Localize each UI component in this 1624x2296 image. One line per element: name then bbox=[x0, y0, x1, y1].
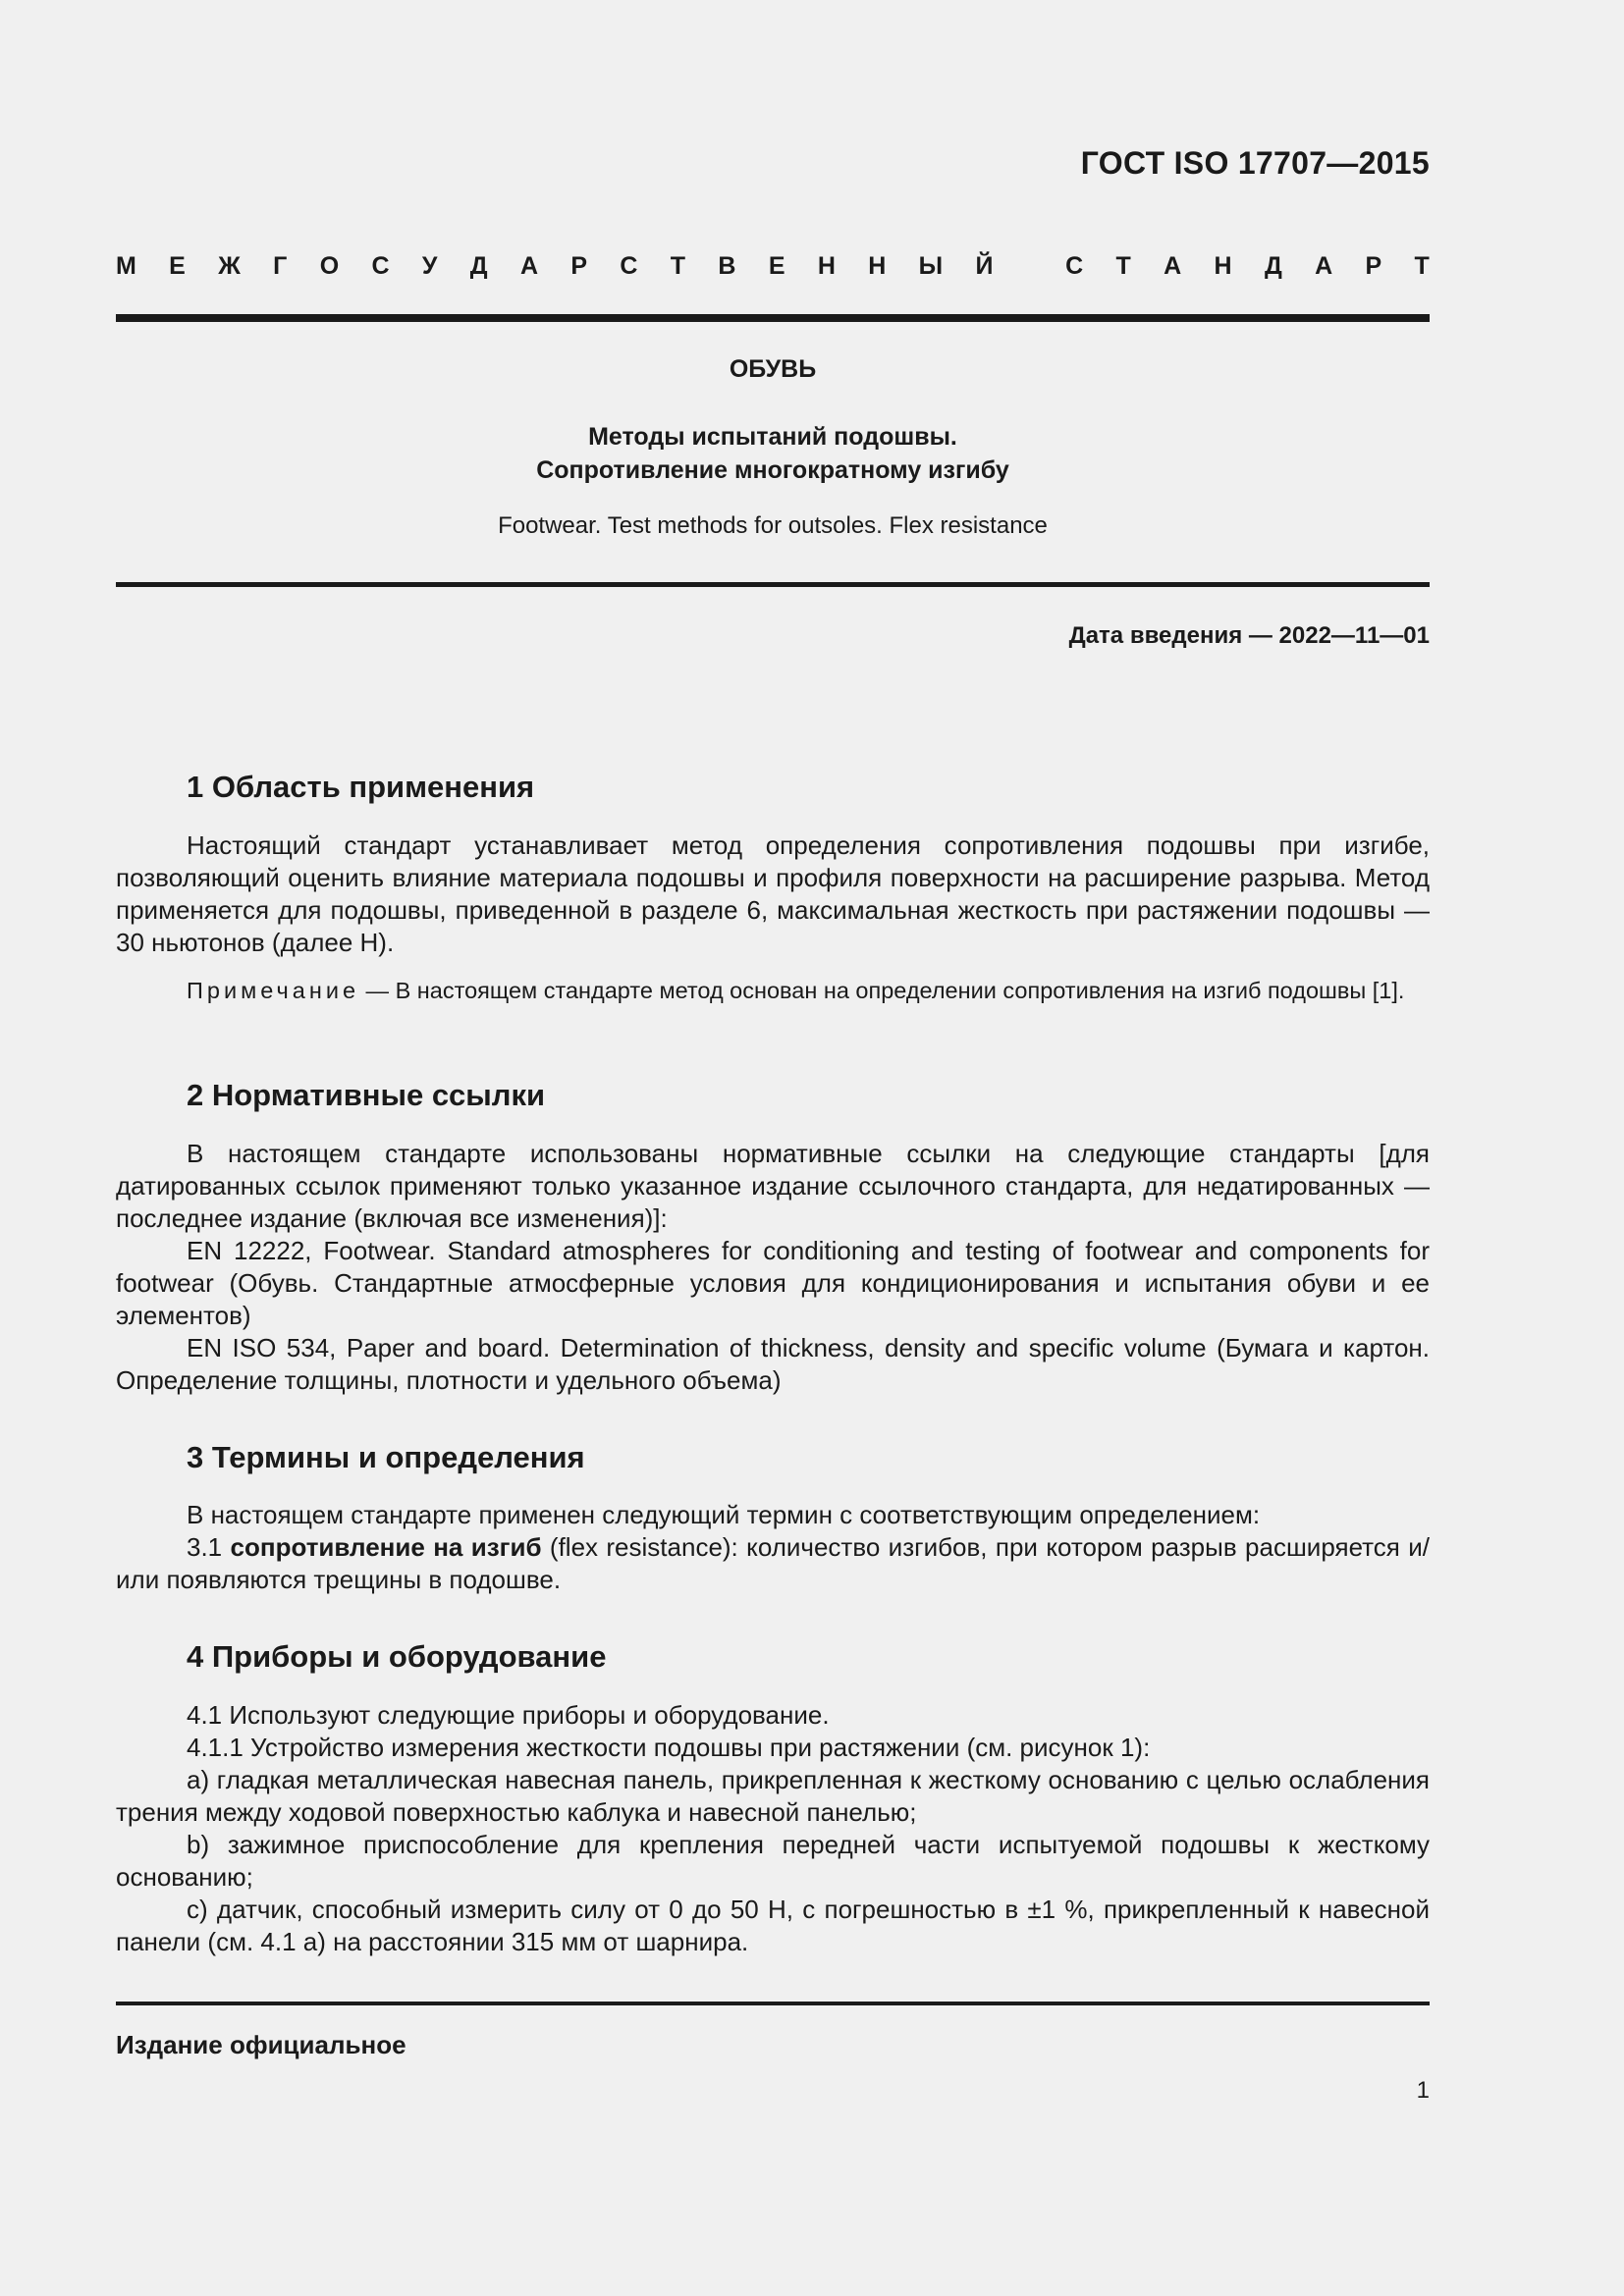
standard-type-letter: С bbox=[1065, 252, 1084, 280]
standard-type-letter: Ы bbox=[918, 252, 944, 280]
standard-type-letter: Т bbox=[1115, 252, 1131, 280]
section-1-heading: 1 Область применения bbox=[187, 770, 535, 804]
section-4-paragraph-1: 4.1 Используют следующие приборы и оборудование. bbox=[187, 1700, 830, 1730]
english-title: Footwear. Test methods for outsoles. Flex resistance bbox=[498, 512, 1048, 539]
standard-type-letter: Р bbox=[1365, 252, 1382, 280]
standard-type-letter: А bbox=[1315, 252, 1333, 280]
title-rule bbox=[116, 582, 1430, 587]
main-title: ОБУВЬ bbox=[729, 355, 817, 383]
term-definition: (flex resistance): количество изгибов, при котором разрыв расширяется и/или появляются трещины в подошве. bbox=[116, 1532, 1430, 1594]
standard-type-letter: Е bbox=[169, 252, 186, 280]
section-4-item-c: c) датчик, способный измерить силу от 0 до 50 Н, с погрешностью в ±1 %, прикрепленный к навесной панели (см. 4.1 a) на расстоянии 315 мм от шарнира. bbox=[116, 1895, 1430, 1956]
standard-type-letter: Г bbox=[273, 252, 288, 280]
standard-type-letter: С bbox=[620, 252, 638, 280]
term-name: сопротивление на изгиб bbox=[230, 1532, 542, 1562]
section-2-reference-2: EN ISO 534, Paper and board. Determination of thickness, density and specific volume (Бумага и картон. Определение толщины, плотности и удельного объема) bbox=[116, 1333, 1430, 1395]
standard-type-letter: А bbox=[1164, 252, 1182, 280]
standard-type-letter: М bbox=[116, 252, 136, 280]
subtitle-line-2: Сопротивление многократному изгибу bbox=[536, 456, 1009, 484]
section-1-paragraph: Настоящий стандарт устанавливает метод определения сопротивления подошвы при изгибе, позволяющий оценить влияние материала подошвы и профиля поверхности на расширение разрыва. Метод применяется для подошвы, приведенной в разделе 6, максимальная жесткость при растяжении подошвы — 30 ньютонов (далее Н). bbox=[116, 830, 1430, 957]
standard-type-letter: В bbox=[718, 252, 736, 280]
section-4-heading: 4 Приборы и оборудование bbox=[187, 1639, 607, 1674]
section-4-item-a: a) гладкая металлическая навесная панель, прикрепленная к жесткому основанию с целью ослабления трения между ходовой поверхностью каблука и навесной панелью; bbox=[116, 1765, 1430, 1827]
standard-type-letter bbox=[1026, 252, 1033, 281]
section-2-paragraph-1: В настоящем стандарте использованы нормативные ссылки на следующие стандарты [для датированных ссылок применяют только указанное издание ссылочного стандарта, для недатированных — последнее издание (включая все изменения)]: bbox=[116, 1139, 1430, 1233]
header-rule bbox=[116, 314, 1430, 322]
page-number: 1 bbox=[1416, 2077, 1430, 2104]
standard-type-letter: Д bbox=[469, 252, 488, 280]
section-2-heading: 2 Нормативные ссылки bbox=[187, 1078, 546, 1112]
standard-type-letter: С bbox=[371, 252, 390, 280]
standard-type-letter: Е bbox=[768, 252, 785, 280]
term-number: 3.1 bbox=[187, 1532, 231, 1562]
standard-type-letter: Д bbox=[1264, 252, 1282, 280]
standard-type-letter: Т bbox=[670, 252, 686, 280]
official-edition-label: Издание официальное bbox=[116, 2030, 406, 2059]
note-label: Примечание bbox=[187, 978, 360, 1003]
standard-type-letter: Н bbox=[1214, 252, 1232, 280]
subtitle-line-1: Методы испытаний подошвы. bbox=[588, 423, 957, 451]
standard-type-letter: Ж bbox=[218, 252, 241, 280]
standard-type-letter: Й bbox=[975, 252, 994, 280]
standard-type-letter: У bbox=[421, 252, 438, 280]
document-code: ГОСТ ISO 17707—2015 bbox=[1080, 145, 1430, 181]
introduction-date: Дата введения — 2022—11—01 bbox=[1068, 622, 1430, 649]
section-3-term bbox=[116, 1531, 1430, 1596]
standard-type-letter: А bbox=[519, 252, 539, 280]
footer-rule bbox=[116, 2002, 1430, 2005]
section-3-heading: 3 Термины и определения bbox=[187, 1440, 585, 1474]
subtitle bbox=[116, 420, 1430, 487]
standard-type-letter: Н bbox=[868, 252, 887, 280]
standard-type-title bbox=[116, 252, 1430, 281]
note-text: — В настоящем стандарте метод основан на определении сопротивления на изгиб подошвы [1]. bbox=[359, 978, 1405, 1003]
section-4-item-b: b) зажимное приспособление для крепления передней части испытуемой подошвы к жесткому основанию; bbox=[116, 1830, 1430, 1892]
section-4-paragraph-2: 4.1.1 Устройство измерения жесткости подошвы при растяжении (см. рисунок 1): bbox=[187, 1733, 1151, 1762]
standard-type-letter: Т bbox=[1414, 252, 1430, 280]
standard-type-letter: Р bbox=[570, 252, 588, 280]
standard-type-letter: Н bbox=[817, 252, 836, 280]
section-3-paragraph: В настоящем стандарте применен следующий термин с соответствующим определением: bbox=[187, 1500, 1261, 1529]
section-2-reference-1: EN 12222, Footwear. Standard atmospheres for conditioning and testing of footwear and components for footwear (Обувь. Стандартные атмосферные условия для кондиционирования и испытания обуви и ее элементов) bbox=[116, 1236, 1430, 1330]
section-1-note bbox=[116, 976, 1430, 1006]
standard-type-letter: О bbox=[319, 252, 340, 280]
